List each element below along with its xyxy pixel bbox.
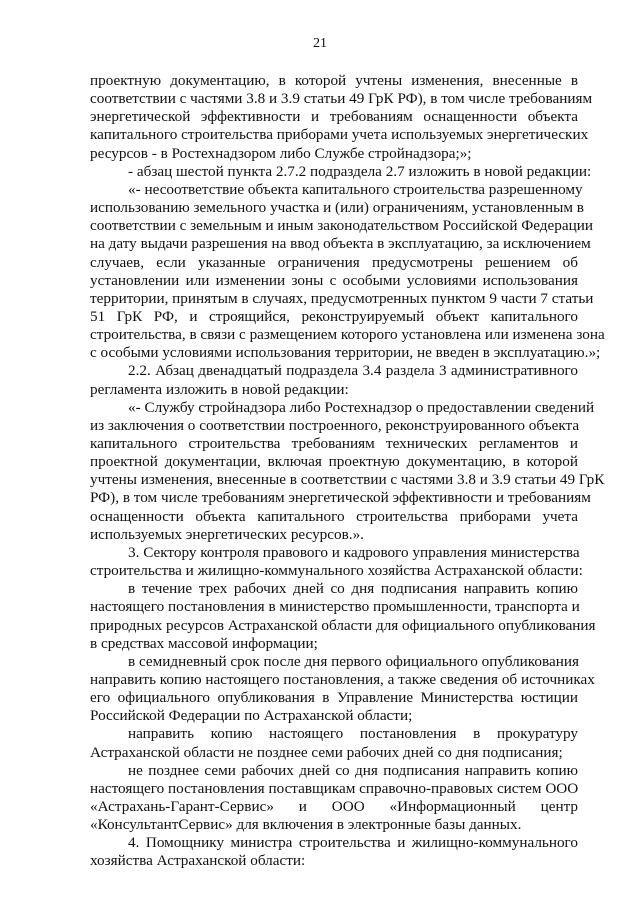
text-line: капитального строительства требованиям технических регламентов и xyxy=(90,435,578,452)
text-line: «- несоответствие объекта капитального строительства разрешенному xyxy=(128,180,583,198)
text-line: из заключения о соответствии построенного, реконструированного объекта xyxy=(90,416,580,434)
text-line: в течение трех рабочих дней со дня подписания направить копию xyxy=(128,580,578,598)
text-line: случаев, если указанные ограничения предусмотрены решением об xyxy=(90,253,578,271)
text-line: соответствии с частями 3.8 и 3.9 статьи 49 ГрК РФ), в том числе требованиям xyxy=(90,90,593,108)
text-line: РФ), в том числе требованиям энергетической эффективности и требованиям xyxy=(90,489,591,507)
text-line: ресурсов - в Ростехнадзором либо Службе стройнадзора;»; xyxy=(90,144,472,162)
text-line: установлении или изменении зоны с особыми условиями использования xyxy=(90,271,578,289)
page-number: 21 xyxy=(313,36,327,51)
text-line: «Астрахань-Гарант-Сервис» и ООО «Информационный центр xyxy=(90,798,578,815)
text-line: 3. Сектору контроля правового и кадрового управления министерства xyxy=(128,543,580,561)
text-line: настоящего постановления поставщикам справочно-правовых систем ООО xyxy=(90,779,579,797)
text-line: направить копию настоящего постановления, а также сведения об источниках xyxy=(90,670,595,688)
text-line: в средствах массовой информации; xyxy=(90,634,318,652)
text-line: «- Службу стройнадзора либо Ростехнадзор о предоставлении сведений xyxy=(128,398,595,416)
text-line: использованию земельного участка и (или) ограничениям, установленным в xyxy=(90,199,584,216)
text-line: строительства, в связи с размещением которого установлена или изменена зона xyxy=(90,326,605,344)
text-line: не позднее семи рабочих дней со дня подписания направить копию xyxy=(128,761,578,779)
text-line: оснащенности объекта капитального строительства приборами учета xyxy=(90,507,578,525)
text-line: капитального строительства приборами учета используемых энергетических xyxy=(90,126,589,144)
text-line: «КонсультантСервис» для включения в электронные базы данных. xyxy=(90,816,522,834)
text-line: энергетической эффективности и требованиям оснащенности объекта xyxy=(90,108,578,126)
text-line: природных ресурсов Астраханской области для официального опубликования xyxy=(90,616,596,634)
text-line: 4. Помощнику министра строительства и жилищно-коммунального xyxy=(128,834,578,852)
text-line: проектную документацию, в которой учтены изменения, внесенные в xyxy=(90,72,578,89)
text-line: - абзац шестой пункта 2.7.2 подраздела 2.7 изложить в новой редакции: xyxy=(128,162,592,180)
text-line: направить копию настоящего постановления в прокуратуру xyxy=(128,725,578,743)
text-line: 51 ГрК РФ, и строящийся, реконструируемый объект капитального xyxy=(90,307,578,325)
text-line: хозяйства Астраханской области: xyxy=(90,852,306,870)
text-line: строительства и жилищно-коммунального хозяйства Астраханской области: xyxy=(90,562,583,579)
text-line: учтены изменения, внесенные в соответствии с частями 3.8 и 3.9 статьи 49 ГрК xyxy=(90,471,605,489)
text-line: Российской Федерации по Астраханской области; xyxy=(90,707,413,725)
text-line: территории, принятым в случаях, предусмотренных пунктом 9 части 7 статьи xyxy=(90,289,594,307)
text-line: регламента изложить в новой редакции: xyxy=(90,380,349,398)
text-line: на дату выдачи разрешения на ввод объекта в эксплуатацию, за исключением xyxy=(90,235,591,253)
text-line: используемых энергетических ресурсов.». xyxy=(90,525,364,543)
text-line: с особыми условиями использования территории, не введен в эксплуатацию.»; xyxy=(90,344,601,362)
text-line: его официального опубликования в Управление Министерства юстиции xyxy=(90,689,578,707)
text-line: 2.2. Абзац двенадцатый подраздела 3.4 раздела 3 административного xyxy=(128,362,578,380)
text-line: соответствии с земельным и иным законодательством Российской Федерации xyxy=(90,217,593,235)
text-line: Астраханской области не позднее семи рабочих дней со дня подписания; xyxy=(90,743,563,761)
text-line: проектной документации, включая проектную документацию, в которой xyxy=(90,453,578,471)
text-line: в семидневный срок после дня первого официального опубликования xyxy=(128,652,579,670)
text-line: настоящего постановления в министерство промышленности, транспорта и xyxy=(90,598,580,616)
